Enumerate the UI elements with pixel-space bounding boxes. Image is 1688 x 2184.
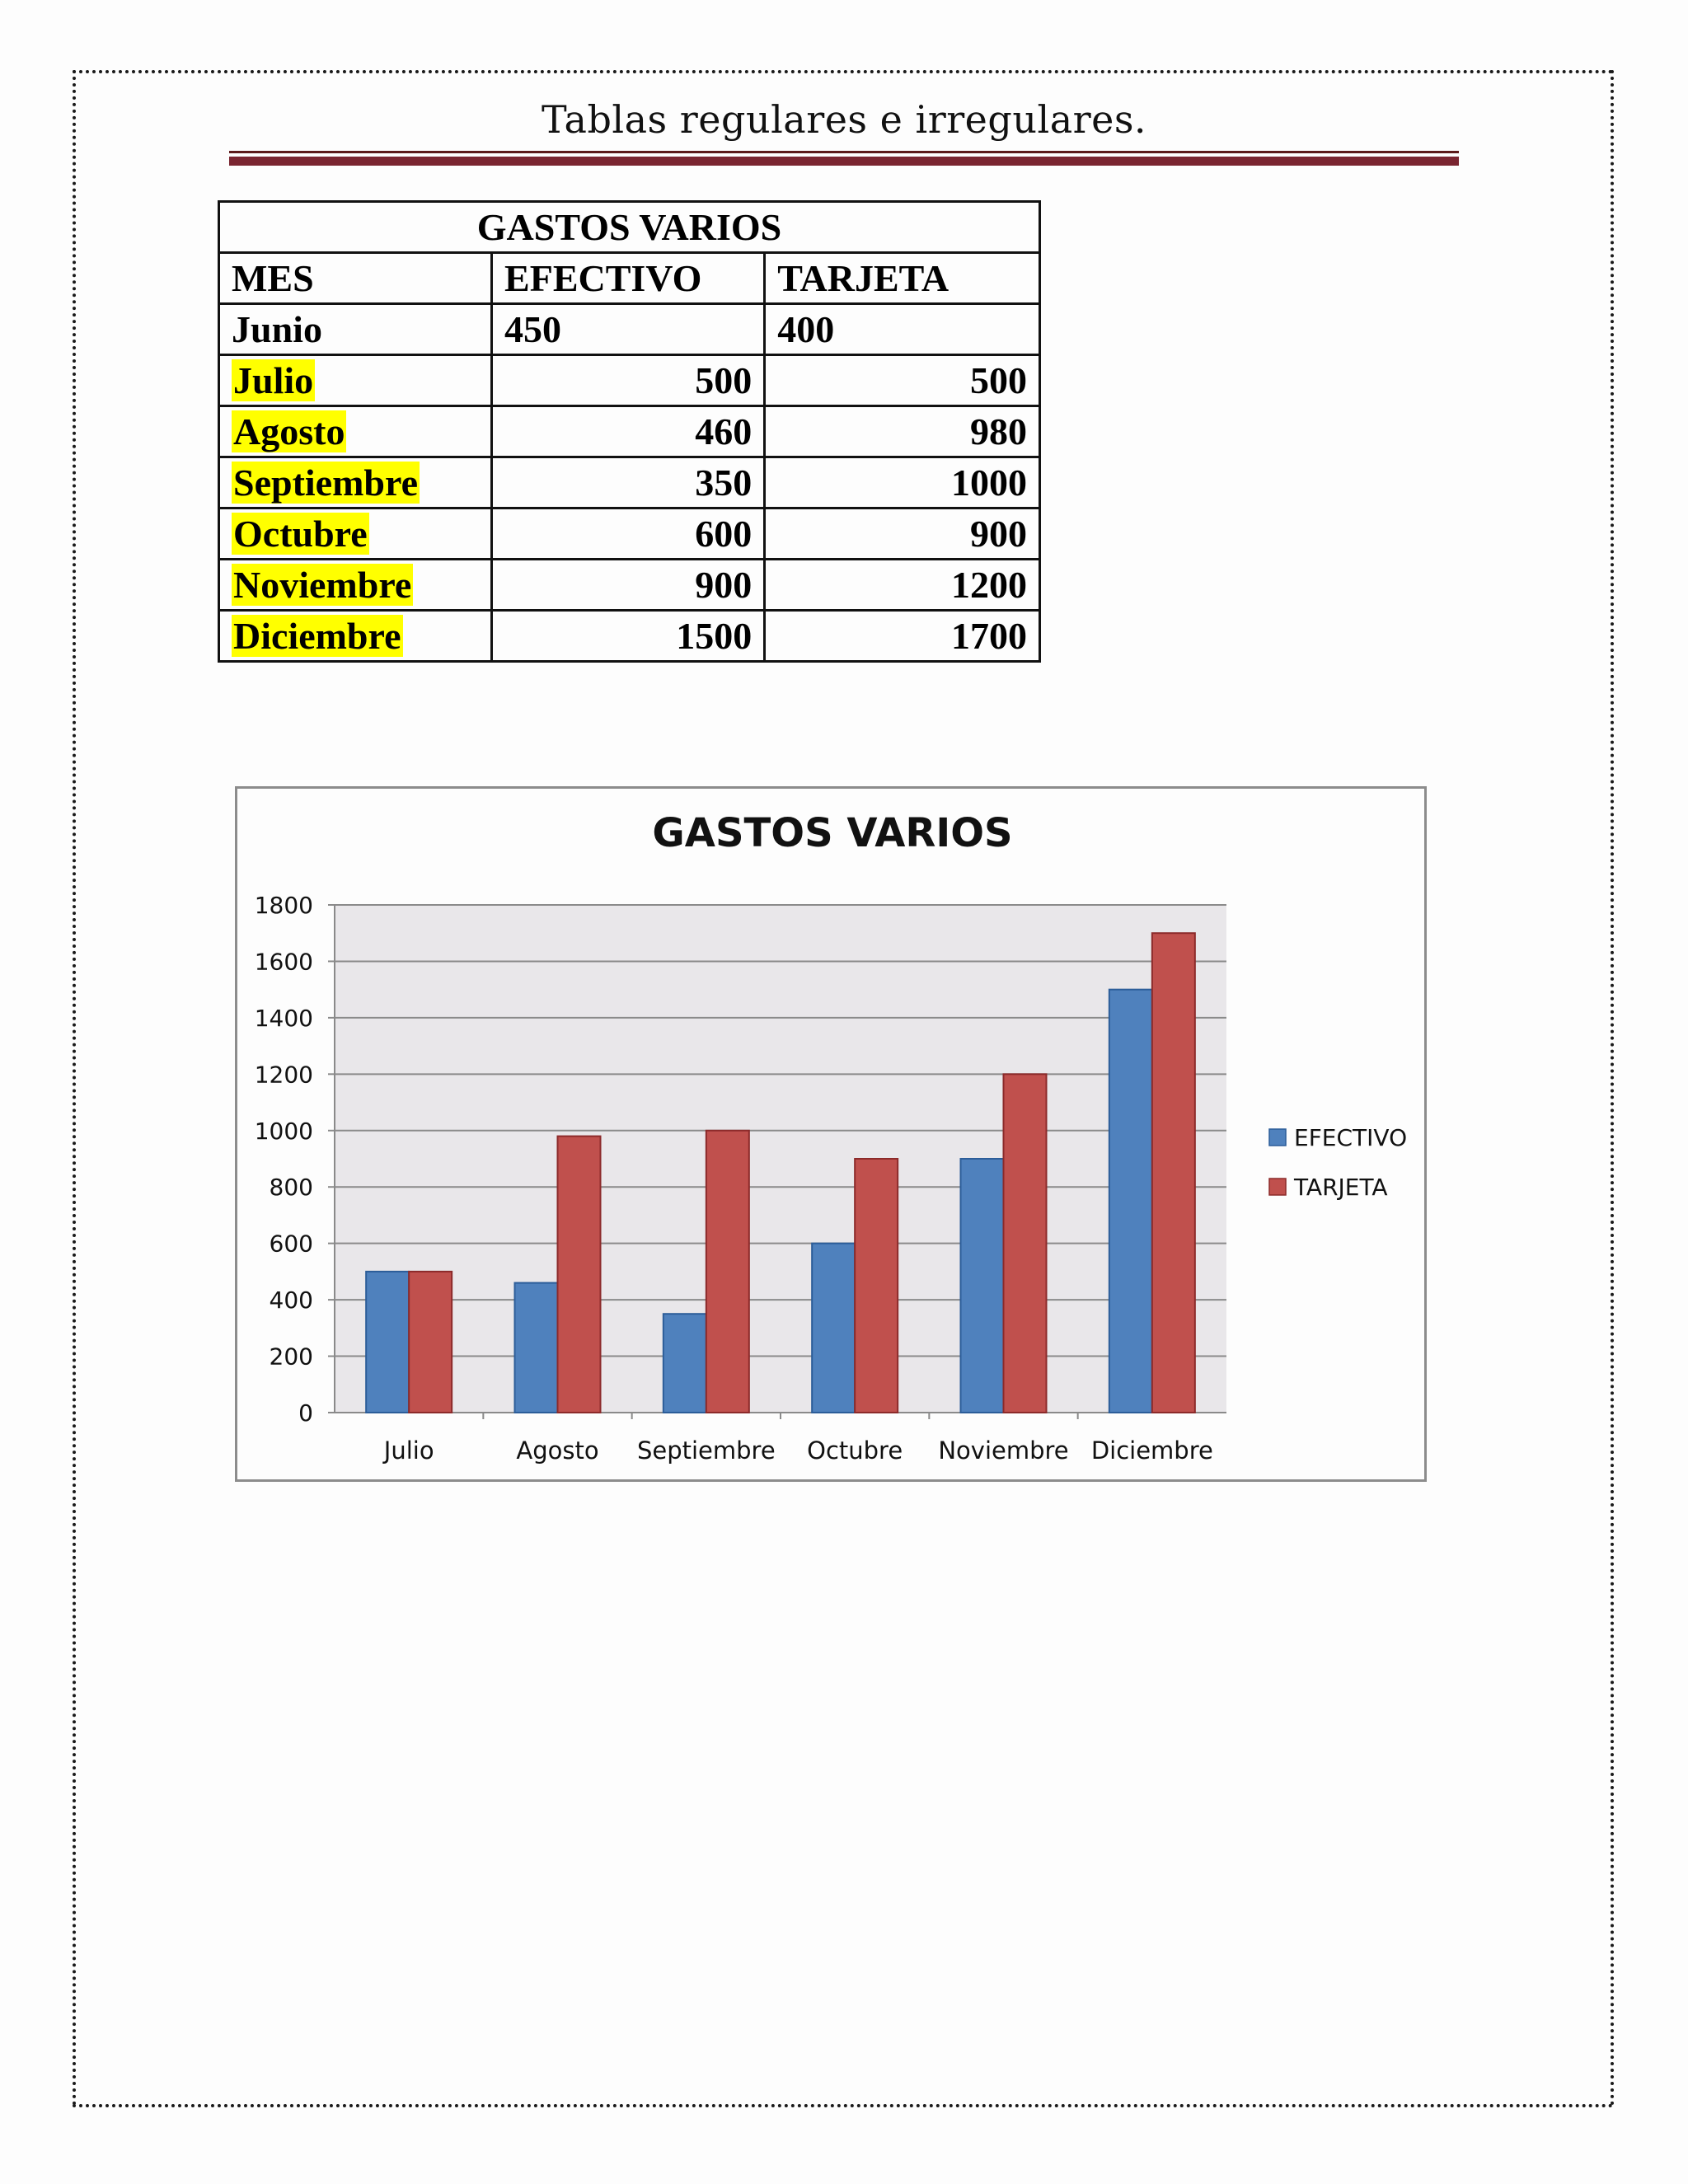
y-tick-label: 1600 (254, 948, 313, 976)
month-label-highlighted: Diciembre (233, 614, 401, 657)
x-tick-label: Diciembre (1090, 1436, 1213, 1465)
column-header-tarjeta: TARJETA (765, 253, 1040, 304)
cell-mes (219, 509, 492, 560)
y-tick-label: 1800 (254, 892, 313, 919)
month-label-highlighted: Octubre (233, 512, 368, 555)
cell-tarjeta: 500 (765, 355, 1040, 406)
cell-tarjeta: 1000 (765, 457, 1040, 509)
cell-mes (219, 457, 492, 509)
x-tick-label: Noviembre (938, 1436, 1069, 1465)
bar-efectivo-noviembre (961, 1159, 1004, 1413)
bar-tarjeta-julio (409, 1272, 452, 1413)
table-title: GASTOS VARIOS (219, 202, 1040, 253)
x-tick-label: Octubre (807, 1436, 903, 1465)
cell-efectivo: 600 (492, 509, 765, 560)
x-tick-label: Septiembre (636, 1436, 776, 1465)
y-tick-label: 800 (269, 1174, 313, 1202)
bar-tarjeta-septiembre (706, 1131, 749, 1413)
table-row (219, 406, 1040, 457)
table-row (219, 355, 1040, 406)
plot-area (335, 905, 1226, 1413)
legend-label-efectivo: EFECTIVO (1294, 1124, 1408, 1151)
bar-tarjeta-agosto (558, 1137, 601, 1413)
chart-title: GASTOS VARIOS (652, 810, 1013, 856)
cell-efectivo: 350 (492, 457, 765, 509)
month-label-highlighted: Noviembre (233, 563, 412, 606)
table-row (219, 304, 1040, 355)
cell-efectivo: 500 (492, 355, 765, 406)
column-header-mes: MES (219, 253, 492, 304)
bar-efectivo-diciembre (1109, 990, 1152, 1413)
y-tick-label: 1000 (254, 1117, 313, 1145)
legend-label-tarjeta: TARJETA (1294, 1174, 1388, 1201)
cell-efectivo: 1500 (492, 611, 765, 662)
y-tick-label: 200 (269, 1343, 313, 1371)
header-rule-thin (229, 151, 1459, 153)
column-header-efectivo: EFECTIVO (492, 253, 765, 304)
y-tick-label: 1400 (254, 1004, 313, 1032)
bar-chart (237, 789, 1424, 1479)
x-tick-label: Agosto (516, 1436, 599, 1465)
table-row (219, 611, 1040, 662)
bar-tarjeta-diciembre (1152, 933, 1195, 1413)
y-tick-label: 1200 (254, 1061, 313, 1089)
bar-efectivo-octubre (812, 1244, 855, 1413)
table-row (219, 509, 1040, 560)
cell-efectivo: 900 (492, 560, 765, 611)
y-tick-label: 600 (269, 1230, 313, 1258)
bar-tarjeta-octubre (855, 1159, 898, 1413)
expenses-table (218, 200, 1041, 663)
cell-mes (219, 355, 492, 406)
cell-tarjeta: 1700 (765, 611, 1040, 662)
chart-container (235, 786, 1427, 1482)
table-row (219, 457, 1040, 509)
cell-efectivo: 460 (492, 406, 765, 457)
cell-mes (219, 406, 492, 457)
cell-tarjeta: 900 (765, 509, 1040, 560)
page-title: Tablas regulares e irregulares. (541, 97, 1147, 142)
bar-efectivo-septiembre (663, 1314, 706, 1413)
bar-tarjeta-noviembre (1004, 1074, 1047, 1413)
cell-efectivo: 450 (492, 304, 765, 355)
y-tick-label: 0 (298, 1399, 313, 1427)
table-header-row (219, 253, 1040, 304)
x-tick-label: Julio (383, 1436, 434, 1465)
month-label-highlighted: Agosto (233, 410, 345, 452)
cell-tarjeta: 1200 (765, 560, 1040, 611)
y-tick-label: 400 (269, 1286, 313, 1315)
legend-swatch-tarjeta (1269, 1179, 1286, 1195)
cell-tarjeta: 400 (765, 304, 1040, 355)
table-row (219, 560, 1040, 611)
bar-efectivo-agosto (515, 1283, 558, 1413)
month-label: Junio (232, 307, 322, 350)
table-title-row (219, 202, 1040, 253)
month-label-highlighted: Septiembre (233, 461, 419, 504)
cell-mes (219, 304, 492, 355)
cell-mes (219, 611, 492, 662)
legend-swatch-efectivo (1269, 1129, 1286, 1146)
month-label-highlighted: Julio (233, 359, 314, 401)
cell-tarjeta: 980 (765, 406, 1040, 457)
cell-mes (219, 560, 492, 611)
bar-efectivo-julio (366, 1272, 409, 1413)
header-rule-thick (229, 157, 1459, 166)
